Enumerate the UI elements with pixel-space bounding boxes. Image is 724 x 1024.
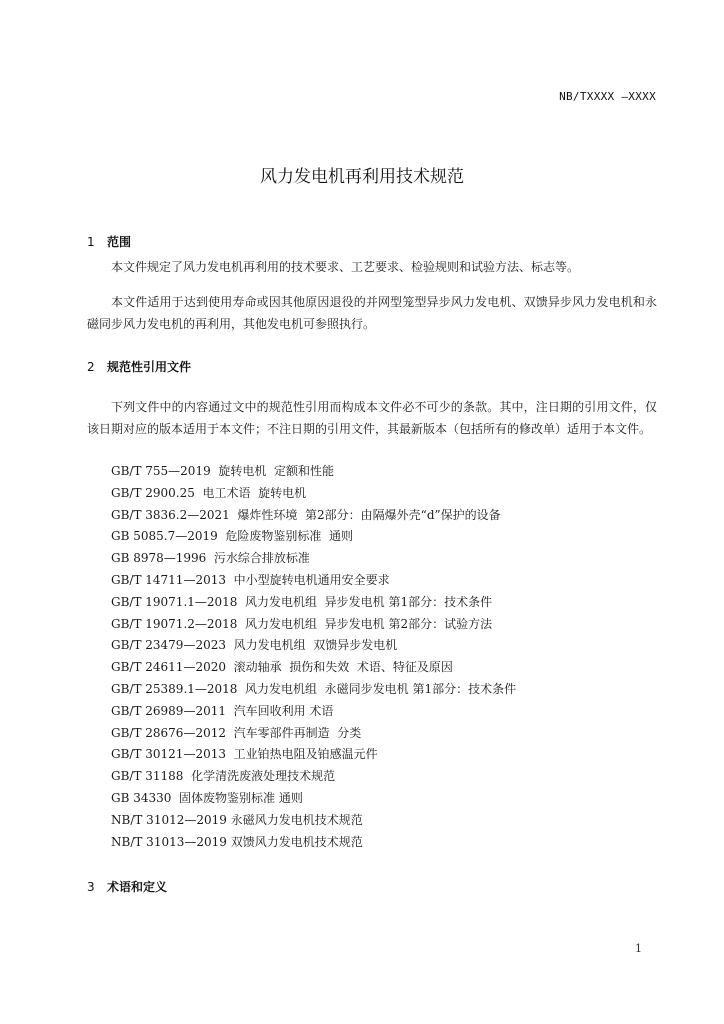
reference-item: GB/T 23479—2023 风力发电机组 双馈异步发电机 bbox=[111, 638, 398, 653]
reference-list bbox=[111, 461, 516, 853]
reference-item: GB/T 28676—2012 汽车零部件再制造 分类 bbox=[111, 725, 362, 740]
section-1-heading bbox=[87, 233, 131, 250]
reference-item: GB/T 26989—2011 汽车回收利用 术语 bbox=[111, 703, 334, 718]
document-title: 风力发电机再利用技术规范 bbox=[260, 167, 464, 187]
section-number: 2 bbox=[87, 360, 95, 374]
section-2-heading bbox=[87, 358, 191, 375]
section-title: 规范性引用文件 bbox=[107, 360, 192, 374]
reference-item: GB 5085.7—2019 危险废物鉴别标准 通则 bbox=[111, 529, 354, 544]
reference-item: GB/T 3836.2—2021 爆炸性环境 第2部分：由隔爆外壳“d”保护的设备 bbox=[111, 507, 501, 522]
reference-item: GB 34330 固体废物鉴别标准 通则 bbox=[111, 790, 303, 805]
reference-item: GB/T 755—2019 旋转电机 定额和性能 bbox=[111, 464, 334, 478]
references-intro: 下列文件中的内容通过文中的规范性引用而构成本文件必不可少的条款。其中，注日期的引用文件，仅该日期对应的版本适用于本文件；不注日期的引用文件，其最新版本（包括所有的修改单）适用于本文件。 bbox=[87, 400, 657, 436]
reference-item: NB/T 31012—2019 永磁风力发电机技术规范 bbox=[111, 812, 363, 827]
reference-item: GB/T 14711—2013 中小型旋转电机通用安全要求 bbox=[111, 572, 390, 587]
section-title: 范围 bbox=[107, 235, 132, 249]
reference-item: GB/T 19071.1—2018 风力发电机组 异步发电机 第1部分：技术条件 bbox=[111, 594, 493, 609]
reference-item: NB/T 31013—2019 双馈风力发电机技术规范 bbox=[111, 834, 363, 849]
reference-item: GB/T 2900.25 电工术语 旋转电机 bbox=[111, 485, 307, 500]
reference-item: GB/T 30121—2013 工业铂热电阻及铂感温元件 bbox=[111, 747, 378, 762]
section-title: 术语和定义 bbox=[107, 880, 168, 894]
reference-item: GB/T 25389.1—2018 风力发电机组 永磁同步发电机 第1部分：技术条件 bbox=[111, 681, 517, 696]
reference-item: GB/T 19071.2—2018 风力发电机组 异步发电机 第2部分：试验方法 bbox=[111, 616, 493, 631]
page-number: 1 bbox=[635, 942, 642, 955]
reference-item: GB/T 24611—2020 滚动轴承 损伤和失效 术语、特征及原因 bbox=[111, 660, 453, 675]
reference-item: GB/T 31188 化学清洗废液处理技术规范 bbox=[111, 769, 336, 784]
standard-code: NB/TXXXX —XXXX bbox=[559, 90, 656, 103]
section-number: 3 bbox=[87, 880, 95, 894]
section-number: 1 bbox=[87, 235, 95, 249]
section-3-heading bbox=[87, 878, 167, 895]
scope-paragraph-2: 本文件适用于达到使用寿命或因其他原因退役的并网型笼型异步风力发电机、双馈异步风力发电机和永磁同步风力发电机的再利用，其他发电机可参照执行。 bbox=[87, 295, 657, 331]
reference-item: GB 8978—1996 污水综合排放标准 bbox=[111, 551, 310, 566]
scope-paragraph-1: 本文件规定了风力发电机再利用的技术要求、工艺要求、检验规则和试验方法、标志等。 bbox=[111, 260, 580, 274]
